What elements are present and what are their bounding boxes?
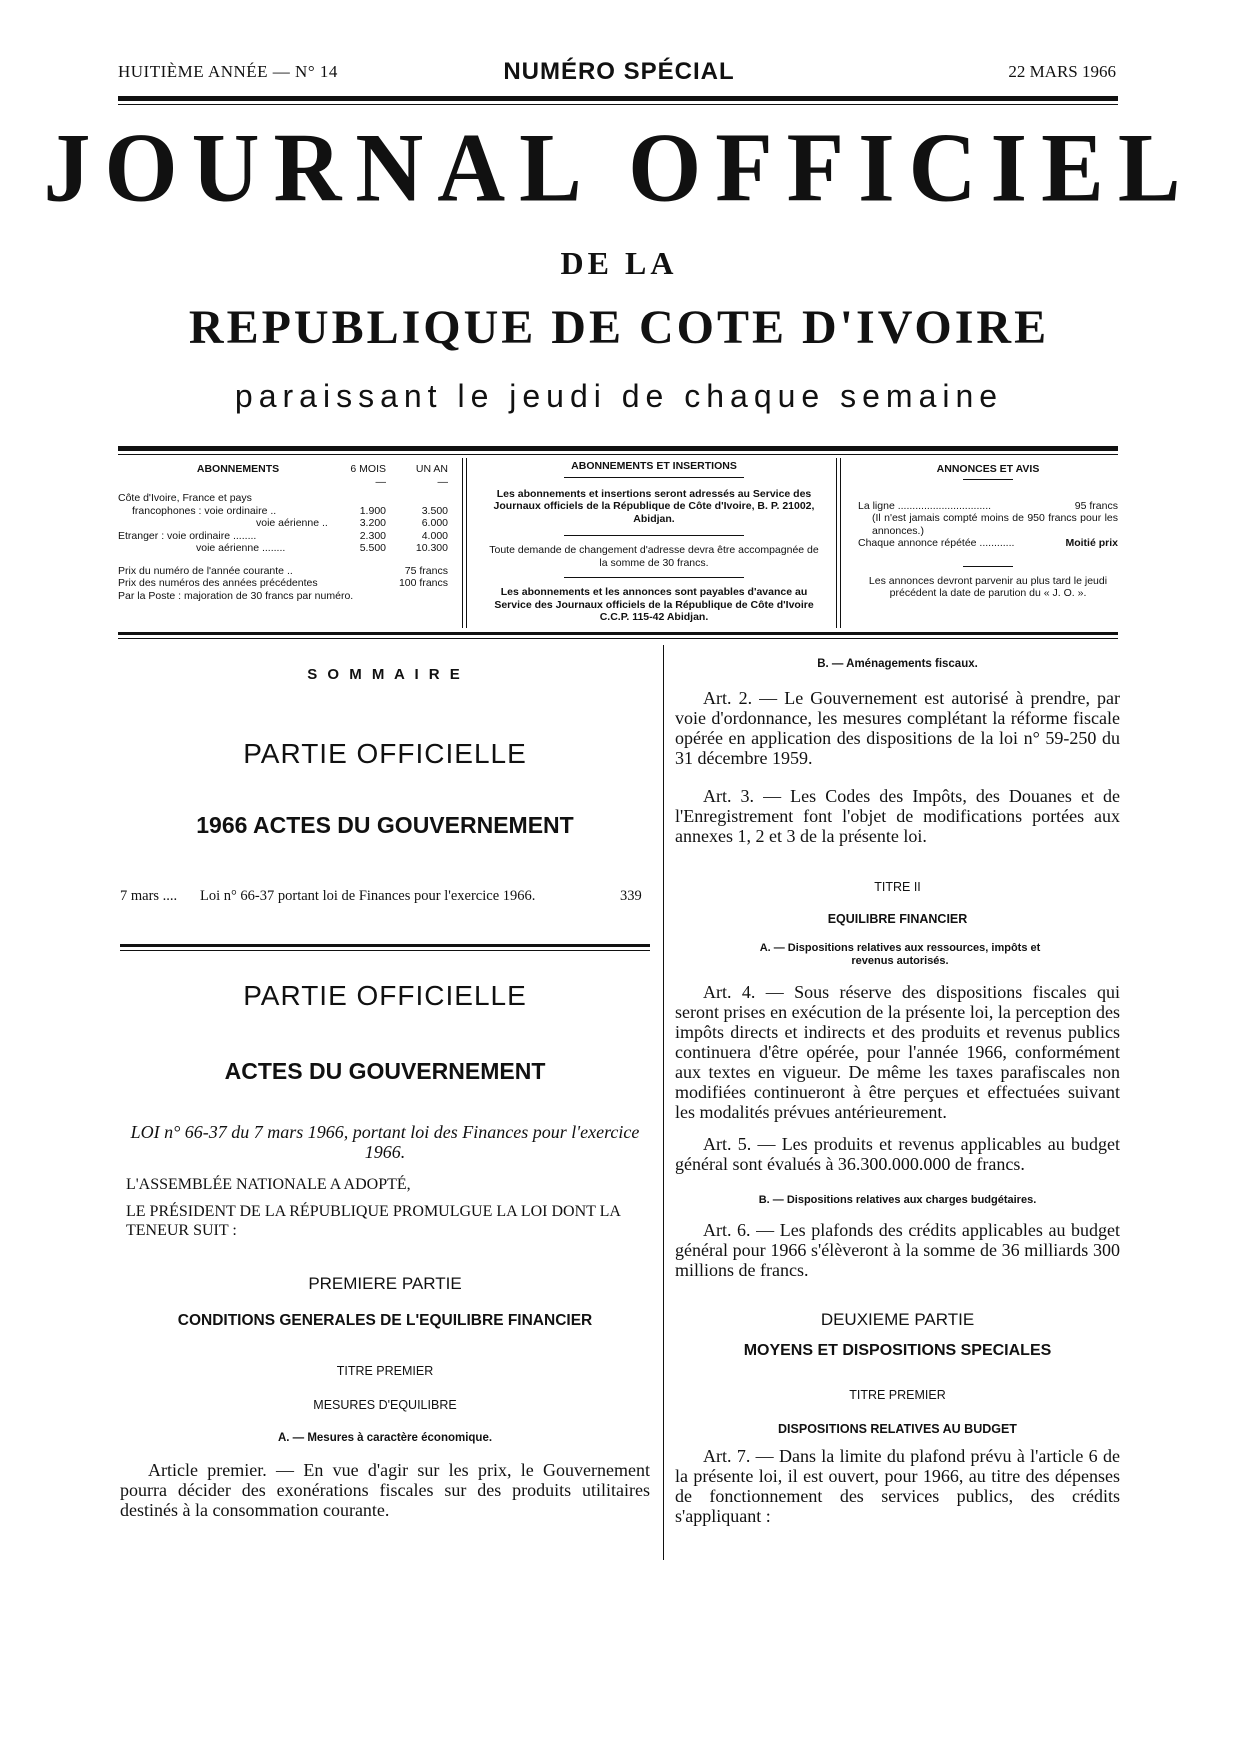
dash: —	[375, 475, 386, 488]
insertions-change-address: Toute demande de changement d'adresse devra être accompagnée de la somme de 30 francs.	[489, 544, 819, 569]
col-six-months: 6 MOIS	[350, 463, 386, 475]
sommaire-partie-officielle: PARTIE OFFICIELLE	[243, 738, 527, 769]
header-rule-thin	[118, 104, 1118, 105]
repeat-label: Chaque annonce répétée ............	[858, 537, 1015, 549]
mesures-heading: MESURES D'EQUILIBRE	[313, 1398, 457, 1412]
header-rule-thick	[118, 96, 1118, 101]
mesures-a-heading: A. — Mesures à caractère économique.	[277, 1432, 493, 1444]
subscriptions-heading: ABONNEMENTS	[196, 463, 280, 475]
republic-name: REPUBLIQUE DE COTE D'IVOIRE	[188, 301, 1050, 354]
titre-premier-left: TITRE PREMIER	[336, 1364, 434, 1378]
de-la-label: DE LA	[560, 245, 678, 281]
article-premier: Article premier. — En vue d'agir sur les prix, le Gouvernement pourra décider des exonérations fiscales sur des produits utilitaires destinés à la consommation courante.	[120, 1460, 650, 1520]
edition-number: HUITIÈME ANNÉE — N° 14	[118, 62, 338, 81]
a-dispositions-heading: A. — Dispositions relatives aux ressources, impôts et revenus autorisés.	[759, 942, 1041, 967]
box-divider	[836, 458, 837, 628]
conditions-heading: CONDITIONS GENERALES DE L'EQUILIBRE FINANCIER	[177, 1312, 593, 1329]
article-4: Art. 4. — Sous réserve des dispositions fiscales qui seront prises en exécution de la présente loi, la perception des impôts directs et indirects et des produits et revenus publics continuera d'être opérée, pour l'année 1966, conformément aux textes en vigueur. De même les taxes parafiscales non modifiées continueront à être perçues et effectuées suivant les modalités prévues antérieurement.	[675, 982, 1120, 1122]
annonces-deadline: Les annonces devront parvenir au plus tard le jeudi précédent la date de parution du « J. O. ».	[868, 574, 1108, 599]
sommaire-entry	[120, 888, 650, 905]
entry-page: 339	[620, 888, 642, 904]
actes-heading: ACTES DU GOUVERNEMENT	[224, 1058, 546, 1084]
box-divider	[466, 458, 467, 628]
boxes-bottom-rule-thin	[118, 638, 1118, 639]
line-price-value: 95 francs	[1074, 499, 1118, 512]
sommaire-rule-thick	[120, 944, 650, 947]
table-row: Etranger : voie ordinaire ........ 2.300 4.000	[118, 529, 448, 542]
titre-ii: TITRE II	[874, 880, 921, 894]
entry-date: 7 mars ....	[120, 888, 178, 904]
masthead-rule-thick	[118, 446, 1118, 451]
insertions-heading: ABONNEMENTS ET INSERTIONS	[571, 460, 737, 472]
article-7: Art. 7. — Dans la limite du plafond prévu à l'article 6 de la présente loi, il est ouvert, pour 1966, au titre des dépenses de fonctionnement des services publics, des crédits s'appliquant :	[675, 1446, 1120, 1526]
premiere-partie: PREMIERE PARTIE	[308, 1274, 462, 1293]
column-divider	[663, 645, 664, 1560]
insertions-payment: Les abonnements et les annonces sont payables d'avance au Service des Journaux officiels de la République de Côte d'Ivoire C.C.P. 115-42 Abidjan.	[494, 586, 814, 623]
price-row: Prix des numéros des années précédentes 100 francs	[118, 577, 448, 589]
box-divider	[462, 458, 463, 628]
loi-title: LOI n° 66-37 du 7 mars 1966, portant loi des Finances pour l'exercice 1966.	[130, 1122, 640, 1162]
b-charges-heading: B. — Dispositions relatives aux charges budgétaires.	[758, 1194, 1037, 1206]
price-row: Par la Poste : majoration de 30 francs par numéro.	[118, 589, 354, 602]
partie-officielle-heading: PARTIE OFFICIELLE	[243, 980, 527, 1011]
table-row: francophones : voie ordinaire .. 1.900 3.500	[132, 504, 448, 517]
assemblee-line: L'ASSEMBLÉE NATIONALE A ADOPTÉ,	[126, 1176, 411, 1193]
repeat-value: Moitié prix	[1065, 537, 1118, 549]
titre-premier-right: TITRE PREMIER	[849, 1388, 946, 1402]
equilibre-heading: EQUILIBRE FINANCIER	[827, 912, 968, 926]
sommaire-title: S O M M A I R E	[307, 666, 463, 683]
table-row: Côte d'Ivoire, France et pays	[118, 492, 252, 504]
price-row: Prix du numéro de l'année courante .. 75 francs	[118, 564, 448, 577]
dash: —	[437, 475, 448, 488]
annonces-box	[858, 463, 1118, 600]
article-2: Art. 2. — Le Gouvernement est autorisé à prendre, par voie d'ordonnance, les mesures complétant la réforme fiscale opérée en application des dispositions de la loi n° 59-250 du 31 décembre 1959.	[675, 688, 1120, 768]
president-line: LE PRÉSIDENT DE LA RÉPUBLIQUE PROMULGUE LA LOI DONT LA TENEUR SUIT :	[126, 1203, 621, 1239]
article-5: Art. 5. — Les produits et revenus applicables au budget général sont évalués à 36.300.000.000 de francs.	[675, 1134, 1120, 1174]
line-price-label: La ligne ................................	[858, 499, 992, 512]
masthead-rule-thin	[118, 454, 1118, 455]
table-row: voie aérienne .. 3.200 6.000	[256, 517, 448, 529]
boxes-bottom-rule-thick	[118, 632, 1118, 635]
article-6: Art. 6. — Les plafonds des crédits applicables au budget général pour 1966 s'élèveront à la somme de 36 milliards 300 millions de francs.	[675, 1220, 1120, 1280]
sommaire-rule-thin	[120, 950, 650, 951]
moyens-heading: MOYENS ET DISPOSITIONS SPECIALES	[743, 1342, 1052, 1359]
insertions-address: Les abonnements et insertions seront adressés au Service des Journaux officiels de la République de Côte d'Ivoire, B. P. 21002, Abidjan.	[493, 487, 815, 525]
deuxieme-partie: DEUXIEME PARTIE	[820, 1310, 975, 1329]
col-one-year: UN AN	[415, 463, 448, 475]
article-3: Art. 3. — Les Codes des Impôts, des Douanes et de l'Enregistrement font l'objet de modifications portées aux annexes 1, 2 et 3 de la présente loi.	[675, 786, 1120, 846]
journal-title: JOURNAL OFFICIEL	[43, 113, 1195, 223]
line-price-note: (Il n'est jamais compté moins de 950 francs pour les annonces.)	[872, 512, 1118, 537]
subscriptions-box	[118, 463, 448, 602]
special-issue-label: NUMÉRO SPÉCIAL	[503, 58, 735, 85]
box-divider	[840, 458, 841, 628]
tagline: paraissant le jeudi de chaque semaine	[234, 378, 1004, 414]
dispositions-budget-heading: DISPOSITIONS RELATIVES AU BUDGET	[778, 1422, 1017, 1436]
annonces-heading: ANNONCES ET AVIS	[936, 463, 1040, 475]
b-amenagements-heading: B. — Aménagements fiscaux.	[817, 658, 978, 670]
issue-date: 22 MARS 1966	[1008, 62, 1116, 81]
sommaire-actes: 1966 ACTES DU GOUVERNEMENT	[196, 812, 574, 838]
entry-text: Loi n° 66-37 portant loi de Finances pour l'exercice 1966.	[200, 888, 536, 904]
insertions-box	[484, 460, 824, 624]
table-row: voie aérienne ........ 5.500 10.300	[196, 542, 448, 554]
